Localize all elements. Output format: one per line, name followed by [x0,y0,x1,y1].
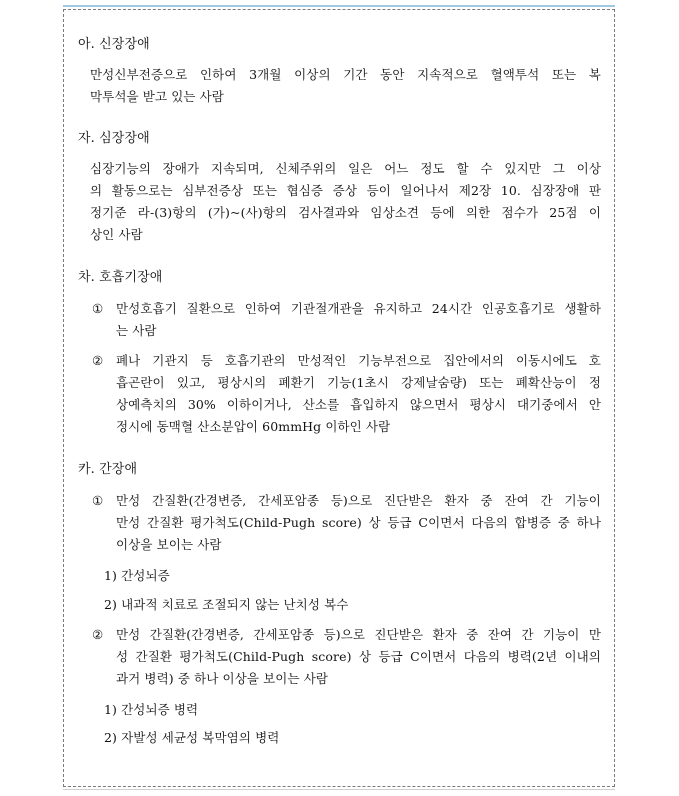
respiratory-item-1-marker: ① [92,301,104,316]
liver-item-1-line-3: 이상을 보이는 사람 [116,537,222,552]
respiratory-item-2-marker: ② [92,353,104,368]
section-heading-kidney: 아. 신장장애 [78,37,150,52]
respiratory-item-2-line-3: 상예측치의 30% 이하이거나, 산소를 흡입하지 않으면서 평상시 대기중에서 안 [116,397,601,412]
liver-item-2-line-2: 성 간질환 평가척도(Child-Pugh score) 상 등급 C이면서 다음의 병력(2년 이내의 [116,649,601,664]
liver-item-2-subitem-1: 1) 간성뇌증 병력 [104,702,199,717]
heart-text-line-4: 상인 사람 [90,227,143,242]
liver-item-1-line-1: 만성 간질환(간경변증, 간세포암종 등)으로 진단받은 환자 중 잔여 간 기능이 [116,493,601,508]
liver-item-1-subitem-2: 2) 내과적 치료로 조절되지 않는 난치성 복수 [104,597,349,612]
respiratory-item-2-line-1: 폐나 기관지 등 호흡기관의 만성적인 기능부전으로 집안에서의 이동시에도 호 [116,353,601,368]
liver-item-1-marker: ① [92,493,104,508]
section-heading-heart: 자. 심장장애 [78,131,150,146]
liver-item-2-line-1: 만성 간질환(간경변증, 간세포암종 등)으로 진단받은 환자 중 잔여 간 기능이 만 [116,627,601,642]
heart-text-line-2: 의 활동으로는 심부전증상 또는 협심증 증상 등이 일어나서 제2장 10. 심장장애 판 [90,183,601,198]
respiratory-item-2-line-4: 정시에 동맥혈 산소분압이 60mmHg 이하인 사람 [116,419,391,434]
bottom-rule [63,789,615,790]
liver-item-1-line-2: 만성 간질환 평가척도(Child-Pugh score) 상 등급 C이면서 다음의 합병증 중 하나 [116,515,601,530]
respiratory-item-1-line-2: 는 사람 [116,323,157,338]
section-heading-respiratory: 차. 호흡기장애 [78,270,163,285]
top-rule [63,5,615,7]
kidney-text-line-1: 만성신부전증으로 인하여 3개월 이상의 기간 동안 지속적으로 혈액투석 또는 복 [90,67,601,82]
respiratory-item-2-line-2: 흡곤란이 있고, 평상시의 폐환기 기능(1초시 강제날숨량) 또는 폐확산능이 정 [116,375,601,390]
heart-text-line-3: 정기준 라-(3)항의 (가)~(사)항의 검사결과와 임상소견 등에 의한 점수가 25점 이 [90,205,601,220]
liver-item-1-subitem-1: 1) 간성뇌증 [104,568,170,583]
liver-item-2-line-3: 과거 병력) 중 하나 이상을 보이는 사람 [116,671,329,686]
section-heading-liver: 카. 간장애 [78,462,138,477]
heart-text-line-1: 심장기능의 장애가 지속되며, 신체주위의 일은 어느 정도 할 수 있지만 그 이상 [90,161,601,176]
kidney-text-line-2: 막투석을 받고 있는 사람 [90,89,224,104]
liver-item-2-marker: ② [92,627,104,642]
respiratory-item-1-line-1: 만성호흡기 질환으로 인하여 기관절개관을 유지하고 24시간 인공호흡기로 생활하 [116,301,601,316]
liver-item-2-subitem-2: 2) 자발성 세균성 복막염의 병력 [104,730,280,745]
